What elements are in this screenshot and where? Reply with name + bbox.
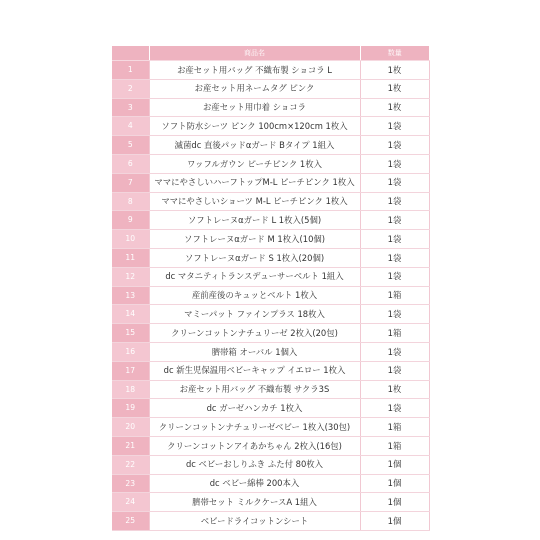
quantity: 1袋 [360,305,429,324]
row-number: 13 [112,286,149,305]
row-number: 9 [112,211,149,230]
product-name: 臍帯箱 オーバル 1個入 [149,342,360,361]
row-number: 8 [112,192,149,211]
row-number: 25 [112,512,149,531]
quantity: 1袋 [360,136,429,155]
table-header-row [112,46,429,61]
quantity: 1袋 [360,399,429,418]
quantity: 1袋 [360,117,429,136]
product-name: お産セット用ネームタグ ピンク [149,79,360,98]
product-name: ソフトレーヌαガード M 1枚入(10個) [149,230,360,249]
product-name: マミーパット ファインプラス 18枚入 [149,305,360,324]
quantity: 1枚 [360,79,429,98]
quantity: 1袋 [360,230,429,249]
table-row [112,248,429,267]
product-name: 産前産後のキュッとベルト 1枚入 [149,286,360,305]
table-row [112,211,429,230]
header-product-name: 商品名 [149,46,360,61]
table-row [112,267,429,286]
table-row [112,380,429,399]
table-row [112,154,429,173]
product-name: クリーンコットンアイあかちゃん 2枚入(16包) [149,436,360,455]
quantity: 1袋 [360,154,429,173]
product-name: ソフト防水シーツ ピンク 100cm×120cm 1枚入 [149,117,360,136]
quantity: 1個 [360,474,429,493]
row-number: 11 [112,248,149,267]
quantity: 1箱 [360,436,429,455]
quantity: 1枚 [360,98,429,117]
quantity: 1袋 [360,248,429,267]
table-row [112,230,429,249]
product-name: クリーンコットンナチュリーゼ 2枚入(20包) [149,324,360,343]
row-number: 4 [112,117,149,136]
row-number: 10 [112,230,149,249]
product-name: dc ベビーおしりふき ふた付 80枚入 [149,455,360,474]
row-number: 22 [112,455,149,474]
quantity: 1袋 [360,361,429,380]
product-name: お産セット用バッグ 不織布製 ショコラ L [149,61,360,80]
table-row [112,136,429,155]
table-row [112,474,429,493]
quantity: 1個 [360,455,429,474]
product-name: 臍帯セット ミルクケースA 1組入 [149,493,360,512]
quantity: 1袋 [360,342,429,361]
product-name: 滅菌dc 直後パッドαガード Bタイプ 1組入 [149,136,360,155]
row-number: 17 [112,361,149,380]
row-number: 20 [112,418,149,437]
product-name: お産セット用バッグ 不織布製 サクラ3S [149,380,360,399]
header-number [112,46,149,61]
product-name: ママにやさしいハーフトップM-L ピーチピンク 1枚入 [149,173,360,192]
table-row [112,192,429,211]
product-table [112,46,430,531]
table-row [112,361,429,380]
product-name: dc ベビー綿棒 200本入 [149,474,360,493]
table-body [112,61,429,531]
table-row [112,79,429,98]
row-number: 14 [112,305,149,324]
row-number: 6 [112,154,149,173]
row-number: 5 [112,136,149,155]
table-row [112,455,429,474]
product-name: お産セット用巾着 ショコラ [149,98,360,117]
row-number: 15 [112,324,149,343]
row-number: 19 [112,399,149,418]
row-number: 24 [112,493,149,512]
table-row [112,117,429,136]
row-number: 23 [112,474,149,493]
table-row [112,418,429,437]
row-number: 3 [112,98,149,117]
row-number: 18 [112,380,149,399]
table-row [112,399,429,418]
quantity: 1袋 [360,267,429,286]
quantity: 1袋 [360,211,429,230]
product-name: dc マタニティトランスデューサーベルト 1組入 [149,267,360,286]
quantity: 1箱 [360,324,429,343]
product-name: ママにやさしいショーツ M-L ピーチピンク 1枚入 [149,192,360,211]
table-row [112,305,429,324]
product-name: dc ガーゼハンカチ 1枚入 [149,399,360,418]
table-row [112,493,429,512]
row-number: 21 [112,436,149,455]
table-row [112,324,429,343]
quantity: 1箱 [360,418,429,437]
row-number: 12 [112,267,149,286]
product-name: ワッフルガウン ピーチピンク 1枚入 [149,154,360,173]
row-number: 2 [112,79,149,98]
product-name: dc 新生児保温用ベビーキャップ イエロー 1枚入 [149,361,360,380]
table-row [112,286,429,305]
quantity: 1袋 [360,173,429,192]
row-number: 1 [112,61,149,80]
table-row [112,436,429,455]
table-row [112,98,429,117]
row-number: 16 [112,342,149,361]
quantity: 1枚 [360,61,429,80]
product-name: ベビードライコットンシート [149,512,360,531]
product-name: ソフトレーヌαガード L 1枚入(5個) [149,211,360,230]
quantity: 1個 [360,493,429,512]
quantity: 1枚 [360,380,429,399]
quantity: 1袋 [360,192,429,211]
table-row [112,342,429,361]
product-name: ソフトレーヌαガード S 1枚入(20個) [149,248,360,267]
header-quantity: 数量 [360,46,429,61]
table-row [112,512,429,531]
table-row [112,173,429,192]
product-name: クリーンコットンナチュリーゼベビー 1枚入(30包) [149,418,360,437]
row-number: 7 [112,173,149,192]
quantity: 1個 [360,512,429,531]
quantity: 1箱 [360,286,429,305]
table-row [112,61,429,80]
